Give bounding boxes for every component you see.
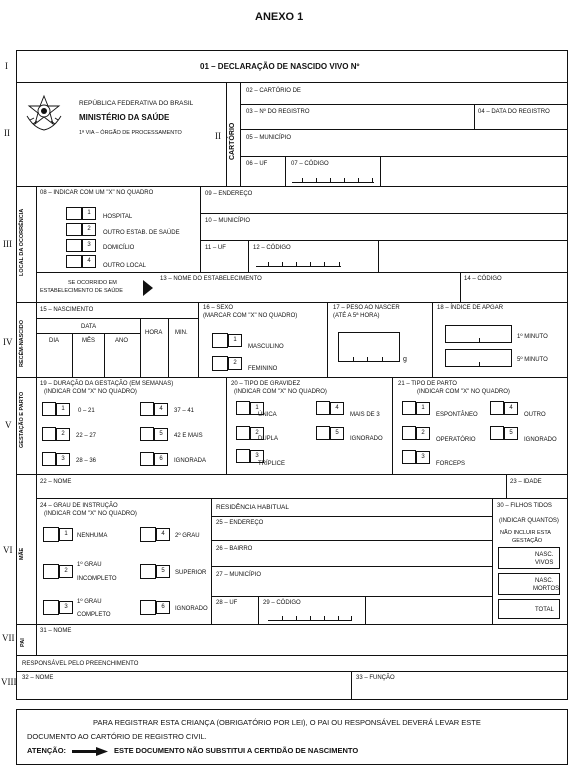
footer-atencao: ATENÇÃO: xyxy=(27,746,67,755)
edu-2-checkbox[interactable] xyxy=(43,564,59,579)
field-12-label: 12 – CÓDIGO xyxy=(253,245,291,251)
apgar-5min-input[interactable] xyxy=(445,349,512,367)
filhos-vivos-label2: VIVOS xyxy=(535,560,554,566)
footer-line3: ESTE DOCUMENTO NÃO SUBSTITUI A CERTIDÃO DE NASCIMENTO xyxy=(114,746,359,755)
field-26-label: 26 – BAIRRO xyxy=(216,546,253,552)
hora-label: HORA xyxy=(145,330,163,336)
parto-5-label: IGNORADO xyxy=(524,437,557,443)
field-16-note: (MARCAR COM "X" NO QUADRO) xyxy=(203,313,298,319)
sex-masculino-number: 1 xyxy=(228,334,242,347)
option-outro-local-label: OUTRO LOCAL xyxy=(103,263,147,269)
edu-3-number: 3 xyxy=(59,601,73,614)
parto-4-number: 4 xyxy=(504,402,518,415)
field-17-note: (ATÉ A 5ª HORA) xyxy=(333,313,380,319)
field-07-label: 07 – CÓDIGO xyxy=(291,161,329,167)
option-domicilio-checkbox[interactable] xyxy=(66,239,82,252)
field-29-label: 29 – CÓDIGO xyxy=(263,600,301,606)
field-18-label: 18 – ÍNDICE DE APGAR xyxy=(437,305,504,311)
brasil-coat-of-arms-icon xyxy=(24,94,64,132)
field-30-note2: NÃO INCLUIR ESTA xyxy=(500,530,551,536)
republic-label: REPÚBLICA FEDERATIVA DO BRASIL xyxy=(79,100,194,107)
edu-2-label: 1º GRAU xyxy=(77,562,102,568)
declaration-title: 01 – DECLARAÇÃO DE NASCIDO VIVO Nº xyxy=(200,62,360,71)
field-04-label: 04 – DATA DO REGISTRO xyxy=(478,109,550,115)
field-28-label: 28 – UF xyxy=(216,600,238,606)
option-hospital-label: HOSPITAL xyxy=(103,214,133,220)
field-17-label: 17 – PESO AO NASCER xyxy=(333,305,400,311)
parto-1-label: ESPONTÂNEO xyxy=(436,412,478,418)
parto-4-checkbox[interactable] xyxy=(490,401,504,415)
grav-4-label: MAIS DE 3 xyxy=(350,412,380,418)
arrow-right-icon xyxy=(143,280,153,296)
field-24-label: 24 – GRAU DE INSTRUÇÃO xyxy=(40,503,118,509)
parto-2-checkbox[interactable] xyxy=(402,426,416,440)
field-22-label: 22 – NOME xyxy=(40,479,72,485)
dur-3-number: 3 xyxy=(56,453,70,466)
apgar-1min-label: 1º MINUTO xyxy=(517,334,548,340)
option-outro-local-checkbox[interactable] xyxy=(66,255,82,268)
parto-4-label: OUTRO xyxy=(524,412,546,418)
field-30-note: (INDICAR QUANTOS) xyxy=(499,518,559,524)
option-hospital-checkbox[interactable] xyxy=(66,207,82,220)
edu-2-label2: INCOMPLETO xyxy=(77,576,117,582)
edu-4-checkbox[interactable] xyxy=(140,527,156,542)
field-15-label: 15 – NASCIMENTO xyxy=(40,307,94,313)
apgar-1min-input[interactable] xyxy=(445,325,512,343)
option-outro-estab-label: OUTRO ESTAB. DE SAÚDE xyxy=(103,230,180,236)
dur-5-label: 42 E MAIS xyxy=(174,433,203,439)
option-outro-estab-number: 2 xyxy=(82,223,96,236)
parto-5-checkbox[interactable] xyxy=(490,426,504,440)
apgar-5min-label: 5º MINUTO xyxy=(517,357,548,363)
field-12-input[interactable] xyxy=(256,257,341,267)
edu-3-checkbox[interactable] xyxy=(43,600,59,615)
grav-4-checkbox[interactable] xyxy=(316,401,330,415)
field-21-label: 21 – TIPO DE PARTO xyxy=(398,381,457,387)
dur-1-checkbox[interactable] xyxy=(42,402,56,416)
option-domicilio-label: DOMICÍLIO xyxy=(103,245,135,251)
responsavel-label: RESPONSÁVEL PELO PREENCHIMENTO xyxy=(22,661,139,667)
grav-5-checkbox[interactable] xyxy=(316,426,330,440)
birth-weight-input[interactable] xyxy=(338,332,400,362)
dur-2-label: 22 – 27 xyxy=(76,433,97,439)
page-title: ANEXO 1 xyxy=(255,11,304,23)
field-20-note: (INDICAR COM "X" NO QUADRO) xyxy=(234,389,327,395)
sex-feminino-label: FEMININO xyxy=(248,366,278,372)
parto-3-number: 3 xyxy=(416,451,430,464)
filhos-mortos-label2: MORTOS xyxy=(533,586,560,592)
grav-1-checkbox[interactable] xyxy=(236,401,250,415)
field-19-label: 19 – DURAÇÃO DA GESTAÇÃO (EM SEMANAS) xyxy=(40,381,174,387)
edu-5-number: 5 xyxy=(156,565,170,578)
field-29-input[interactable] xyxy=(268,612,352,621)
roman-i: I xyxy=(5,61,8,71)
edu-1-checkbox[interactable] xyxy=(43,527,59,542)
edu-6-label: IGNORADO xyxy=(175,606,208,612)
arrow-right-icon xyxy=(72,747,108,756)
field-30-label: 30 – FILHOS TIDOS xyxy=(497,503,552,509)
parto-3-label: FORCEPS xyxy=(436,461,466,467)
grav-1-label: ÚNICA xyxy=(258,412,277,418)
field-20-label: 20 – TIPO DE GRAVIDEZ xyxy=(231,381,301,387)
dur-3-checkbox[interactable] xyxy=(42,452,56,466)
field-08-label: 08 – INDICAR COM UM "X" NO QUADRO xyxy=(40,190,154,196)
field-10-label: 10 – MUNICÍPIO xyxy=(205,218,251,224)
cartorio-vertical-label: CARTÓRIO xyxy=(229,122,236,160)
field-32-label: 32 – NOME xyxy=(22,675,54,681)
dur-6-checkbox[interactable] xyxy=(140,452,154,466)
edu-6-number: 6 xyxy=(156,601,170,614)
parto-2-label: OPERATÓRIO xyxy=(436,437,476,443)
field-02-label: 02 – CARTÓRIO DE xyxy=(246,88,301,94)
edu-3-label2: COMPLETO xyxy=(77,612,111,618)
grav-3-number: 3 xyxy=(250,450,264,463)
field-06-label: 06 – UF xyxy=(246,161,268,167)
dur-2-checkbox[interactable] xyxy=(42,427,56,441)
sex-masculino-checkbox[interactable] xyxy=(212,333,228,348)
roman-vii: VII xyxy=(2,633,15,643)
note-se-ocorrido: SE OCORRIDO EM xyxy=(68,280,117,286)
mes-label: MÊS xyxy=(82,338,96,344)
min-label: MIN. xyxy=(175,330,188,336)
note-estabelecimento: ESTABELECIMENTO DE SAÚDE xyxy=(40,288,123,294)
sex-masculino-label: MASCULINO xyxy=(248,344,284,350)
edu-1-label: NENHUMA xyxy=(77,533,108,539)
field-03-label: 03 – Nº DO REGISTRO xyxy=(246,109,310,115)
edu-4-number: 4 xyxy=(156,528,170,541)
ano-label: ANO xyxy=(115,338,129,344)
footer-line2: DOCUMENTO AO CARTÓRIO DE REGISTRO CIVIL. xyxy=(27,732,207,741)
field-05-label: 05 – MUNICÍPIO xyxy=(246,135,292,141)
field-13-label: 13 – NOME DO ESTABELECIMENTO xyxy=(160,276,262,282)
roman-ii-inner: II xyxy=(215,131,221,141)
dia-label: DIA xyxy=(49,338,60,344)
edu-1-number: 1 xyxy=(59,528,73,541)
edu-5-checkbox[interactable] xyxy=(140,564,156,579)
dur-3-label: 28 – 36 xyxy=(76,458,97,464)
field-11-label: 11 – UF xyxy=(205,245,226,251)
field-31-label: 31 – NOME xyxy=(40,628,72,634)
grav-5-number: 5 xyxy=(330,427,344,440)
option-outro-estab-checkbox[interactable] xyxy=(66,223,82,236)
dur-4-checkbox[interactable] xyxy=(140,402,154,416)
roman-ii: II xyxy=(4,128,10,138)
roman-vi: VI xyxy=(3,545,13,555)
grav-3-label: TRÍPLICE xyxy=(258,461,286,467)
grav-2-checkbox[interactable] xyxy=(236,426,250,440)
field-23-label: 23 – IDADE xyxy=(510,479,542,485)
parto-1-checkbox[interactable] xyxy=(402,401,416,415)
dur-6-number: 6 xyxy=(154,453,168,466)
roman-iv: IV xyxy=(3,337,13,347)
roman-iii: III xyxy=(3,239,12,249)
filhos-total-label: TOTAL xyxy=(535,607,554,613)
field-19-note: (INDICAR COM "X" NO QUADRO) xyxy=(44,389,137,395)
filhos-mortos-label: NASC. xyxy=(535,578,554,584)
recem-nascido-vertical-label: RECÉM-NASCIDO xyxy=(19,319,25,367)
option-hospital-number: 1 xyxy=(82,207,96,220)
dur-1-number: 1 xyxy=(56,403,70,416)
mae-vertical-label: MÃE xyxy=(19,547,25,560)
field-24-note: (INDICAR COM "X" NO QUADRO) xyxy=(44,511,137,517)
local-ocorrencia-vertical-label: LOCAL DA OCORRÊNCIA xyxy=(19,208,25,276)
parto-1-number: 1 xyxy=(416,402,430,415)
dur-4-number: 4 xyxy=(154,403,168,416)
field-33-label: 33 – FUNÇÃO xyxy=(356,675,395,681)
field-16-label: 16 – SEXO xyxy=(203,305,234,311)
field-09-label: 09 – ENDEREÇO xyxy=(205,191,253,197)
parto-5-number: 5 xyxy=(504,427,518,440)
gestacao-parto-vertical-label: GESTAÇÃO E PARTO xyxy=(19,391,25,448)
ministry-label: MINISTÉRIO DA SAÚDE xyxy=(79,113,170,122)
residencia-label: RESIDÊNCIA HABITUAL xyxy=(216,504,289,511)
filhos-vivos-label: NASC. xyxy=(535,552,554,558)
dur-1-label: 0 – 21 xyxy=(78,408,95,414)
option-outro-local-number: 4 xyxy=(82,255,96,268)
grams-unit: g xyxy=(403,356,407,363)
field-21-note: (INDICAR COM "X" NO QUADRO) xyxy=(417,389,510,395)
grav-4-number: 4 xyxy=(330,402,344,415)
field-25-label: 25 – ENDEREÇO xyxy=(216,520,264,526)
dur-6-label: IGNORADA xyxy=(174,458,207,464)
via-label: 1ª VIA – ÓRGÃO DE PROCESSAMENTO xyxy=(79,130,182,136)
dur-4-label: 37 – 41 xyxy=(174,408,195,414)
sex-feminino-checkbox[interactable] xyxy=(212,356,228,371)
dur-5-number: 5 xyxy=(154,428,168,441)
edu-4-label: 2º GRAU xyxy=(175,533,200,539)
pai-vertical-label: PAI xyxy=(20,638,26,647)
roman-viii: VIII xyxy=(1,677,17,687)
grav-2-number: 2 xyxy=(250,427,264,440)
field-30-note3: GESTAÇÃO xyxy=(512,538,543,544)
grav-2-label: DUPLA xyxy=(258,436,279,442)
footer-line1: PARA REGISTRAR ESTA CRIANÇA (OBRIGATÓRIO POR LEI), O PAI OU RESPONSÁVEL DEVERÁ LEVAR ESTE xyxy=(93,718,481,727)
parto-2-number: 2 xyxy=(416,427,430,440)
parto-3-checkbox[interactable] xyxy=(402,450,416,464)
field-07-input[interactable] xyxy=(292,173,374,183)
field-14-label: 14 – CÓDIGO xyxy=(464,276,502,282)
dur-2-number: 2 xyxy=(56,428,70,441)
edu-5-label: SUPERIOR xyxy=(175,570,207,576)
grav-1-number: 1 xyxy=(250,402,264,415)
sex-feminino-number: 2 xyxy=(228,357,242,370)
option-domicilio-number: 3 xyxy=(82,239,96,252)
data-label: DATA xyxy=(81,324,97,330)
field-27-label: 27 – MUNICÍPIO xyxy=(216,572,262,578)
edu-3-label: 1º GRAU xyxy=(77,599,102,605)
grav-3-checkbox[interactable] xyxy=(236,449,250,463)
edu-2-number: 2 xyxy=(59,565,73,578)
dur-5-checkbox[interactable] xyxy=(140,427,154,441)
grav-5-label: IGNORADO xyxy=(350,436,383,442)
edu-6-checkbox[interactable] xyxy=(140,600,156,615)
roman-v: V xyxy=(5,420,12,430)
